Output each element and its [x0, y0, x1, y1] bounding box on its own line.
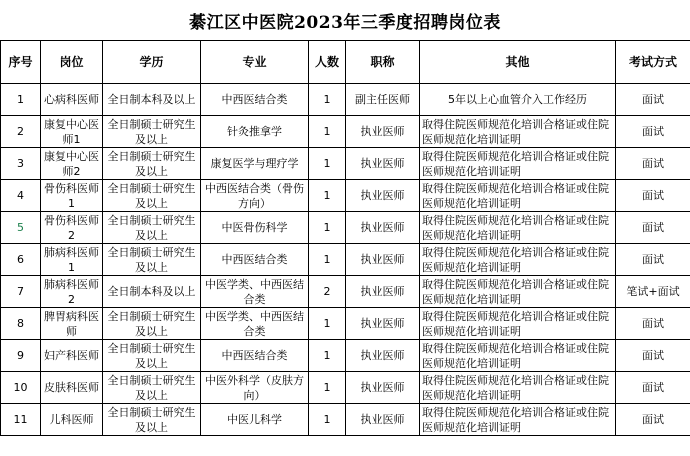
requirements-cell[interactable]: 取得住院医师规范化培训合格证或住院医师规范化培训证明	[420, 116, 616, 148]
major-cell[interactable]: 中西医结合类	[201, 340, 309, 372]
row-number-cell[interactable]: 11	[1, 404, 41, 436]
exam-method-cell[interactable]: 面试	[616, 180, 690, 212]
headcount-cell[interactable]: 1	[309, 340, 346, 372]
headcount-cell[interactable]: 1	[309, 372, 346, 404]
exam-method-cell[interactable]: 面试	[616, 244, 690, 276]
education-cell[interactable]: 全日制硕士研究生及以上	[103, 244, 201, 276]
post-cell[interactable]: 肺病科医师2	[41, 276, 103, 308]
row-number-cell[interactable]: 8	[1, 308, 41, 340]
major-cell[interactable]: 中医外科学（皮肤方向）	[201, 372, 309, 404]
headcount-cell[interactable]: 1	[309, 212, 346, 244]
education-cell[interactable]: 全日制本科及以上	[103, 84, 201, 116]
requirements-cell[interactable]: 取得住院医师规范化培训合格证或住院医师规范化培训证明	[420, 180, 616, 212]
education-cell[interactable]: 全日制硕士研究生及以上	[103, 180, 201, 212]
table-row	[1, 340, 690, 372]
title-cell[interactable]: 执业医师	[346, 244, 420, 276]
exam-method-cell[interactable]: 面试	[616, 116, 690, 148]
header-cell[interactable]: 岗位	[41, 41, 103, 84]
education-cell[interactable]: 全日制硕士研究生及以上	[103, 148, 201, 180]
recruitment-table	[0, 40, 690, 436]
requirements-cell[interactable]: 取得住院医师规范化培训合格证或住院医师规范化培训证明	[420, 340, 616, 372]
title-cell[interactable]: 执业医师	[346, 372, 420, 404]
exam-method-cell[interactable]: 面试	[616, 404, 690, 436]
row-number-cell[interactable]: 6	[1, 244, 41, 276]
exam-method-cell[interactable]: 面试	[616, 148, 690, 180]
title-cell[interactable]: 执业医师	[346, 180, 420, 212]
row-number-cell[interactable]: 7	[1, 276, 41, 308]
title-cell[interactable]: 执业医师	[346, 340, 420, 372]
header-row	[1, 41, 690, 84]
requirements-cell[interactable]: 取得住院医师规范化培训合格证或住院医师规范化培训证明	[420, 148, 616, 180]
title-cell[interactable]: 执业医师	[346, 116, 420, 148]
row-number-cell[interactable]: 5	[1, 212, 41, 244]
header-cell[interactable]: 考试方式	[616, 41, 690, 84]
table-row	[1, 244, 690, 276]
row-number-cell[interactable]: 2	[1, 116, 41, 148]
education-cell[interactable]: 全日制硕士研究生及以上	[103, 116, 201, 148]
headcount-cell[interactable]: 1	[309, 404, 346, 436]
title-cell[interactable]: 执业医师	[346, 212, 420, 244]
major-cell[interactable]: 针灸推拿学	[201, 116, 309, 148]
row-number-cell[interactable]: 4	[1, 180, 41, 212]
post-cell[interactable]: 肺病科医师1	[41, 244, 103, 276]
row-number-cell[interactable]: 1	[1, 84, 41, 116]
post-cell[interactable]: 康复中心医师2	[41, 148, 103, 180]
table-row	[1, 148, 690, 180]
headcount-cell[interactable]: 1	[309, 180, 346, 212]
requirements-cell[interactable]: 5年以上心血管介入工作经历	[420, 84, 616, 116]
title-cell[interactable]: 执业医师	[346, 404, 420, 436]
headcount-cell[interactable]: 1	[309, 308, 346, 340]
requirements-cell[interactable]: 取得住院医师规范化培训合格证或住院医师规范化培训证明	[420, 308, 616, 340]
title-cell[interactable]: 执业医师	[346, 276, 420, 308]
education-cell[interactable]: 全日制硕士研究生及以上	[103, 212, 201, 244]
recruitment-table-container	[0, 40, 690, 436]
education-cell[interactable]: 全日制硕士研究生及以上	[103, 340, 201, 372]
exam-method-cell[interactable]: 面试	[616, 372, 690, 404]
headcount-cell[interactable]: 1	[309, 84, 346, 116]
requirements-cell[interactable]: 取得住院医师规范化培训合格证或住院医师规范化培训证明	[420, 404, 616, 436]
header-cell[interactable]: 其他	[420, 41, 616, 84]
major-cell[interactable]: 中西医结合类	[201, 84, 309, 116]
title-cell[interactable]: 执业医师	[346, 308, 420, 340]
table-row	[1, 308, 690, 340]
exam-method-cell[interactable]: 面试	[616, 340, 690, 372]
headcount-cell[interactable]: 1	[309, 148, 346, 180]
table-row	[1, 84, 690, 116]
post-cell[interactable]: 康复中心医师1	[41, 116, 103, 148]
requirements-cell[interactable]: 取得住院医师规范化培训合格证或住院医师规范化培训证明	[420, 244, 616, 276]
education-cell[interactable]: 全日制本科及以上	[103, 276, 201, 308]
education-cell[interactable]: 全日制硕士研究生及以上	[103, 372, 201, 404]
row-number-cell[interactable]: 9	[1, 340, 41, 372]
header-cell[interactable]: 学历	[103, 41, 201, 84]
post-cell[interactable]: 妇产科医师	[41, 340, 103, 372]
table-row	[1, 116, 690, 148]
headcount-cell[interactable]: 2	[309, 276, 346, 308]
row-number-cell[interactable]: 3	[1, 148, 41, 180]
exam-method-cell[interactable]: 笔试+面试	[616, 276, 690, 308]
exam-method-cell[interactable]: 面试	[616, 84, 690, 116]
major-cell[interactable]: 中西医结合类（骨伤方向）	[201, 180, 309, 212]
post-cell[interactable]: 骨伤科医师2	[41, 212, 103, 244]
title-cell[interactable]: 执业医师	[346, 148, 420, 180]
table-row	[1, 180, 690, 212]
table-row	[1, 212, 690, 244]
requirements-cell[interactable]: 取得住院医师规范化培训合格证或住院医师规范化培训证明	[420, 276, 616, 308]
page-title: 綦江区中医院2023年三季度招聘岗位表	[189, 12, 501, 33]
major-cell[interactable]: 中医骨伤科学	[201, 212, 309, 244]
post-cell[interactable]: 儿科医师	[41, 404, 103, 436]
header-cell[interactable]: 职称	[346, 41, 420, 84]
title-cell[interactable]: 副主任医师	[346, 84, 420, 116]
exam-method-cell[interactable]: 面试	[616, 308, 690, 340]
table-row	[1, 372, 690, 404]
header-cell[interactable]: 人数	[309, 41, 346, 84]
row-number-cell[interactable]: 10	[1, 372, 41, 404]
major-cell[interactable]: 中医学类、中西医结合类	[201, 308, 309, 340]
education-cell[interactable]: 全日制硕士研究生及以上	[103, 404, 201, 436]
headcount-cell[interactable]: 1	[309, 116, 346, 148]
major-cell[interactable]: 中医学类、中西医结合类	[201, 276, 309, 308]
requirements-cell[interactable]: 取得住院医师规范化培训合格证或住院医师规范化培训证明	[420, 372, 616, 404]
major-cell[interactable]: 康复医学与理疗学	[201, 148, 309, 180]
header-cell[interactable]: 专业	[201, 41, 309, 84]
post-cell[interactable]: 脾胃病科医师	[41, 308, 103, 340]
post-cell[interactable]: 心病科医师	[41, 84, 103, 116]
table-row	[1, 276, 690, 308]
exam-method-cell[interactable]: 面试	[616, 212, 690, 244]
headcount-cell[interactable]: 1	[309, 244, 346, 276]
requirements-cell[interactable]: 取得住院医师规范化培训合格证或住院医师规范化培训证明	[420, 212, 616, 244]
post-cell[interactable]: 皮肤科医师	[41, 372, 103, 404]
major-cell[interactable]: 中医儿科学	[201, 404, 309, 436]
education-cell[interactable]: 全日制硕士研究生及以上	[103, 308, 201, 340]
post-cell[interactable]: 骨伤科医师1	[41, 180, 103, 212]
header-cell[interactable]: 序号	[1, 41, 41, 84]
table-row	[1, 404, 690, 436]
major-cell[interactable]: 中西医结合类	[201, 244, 309, 276]
